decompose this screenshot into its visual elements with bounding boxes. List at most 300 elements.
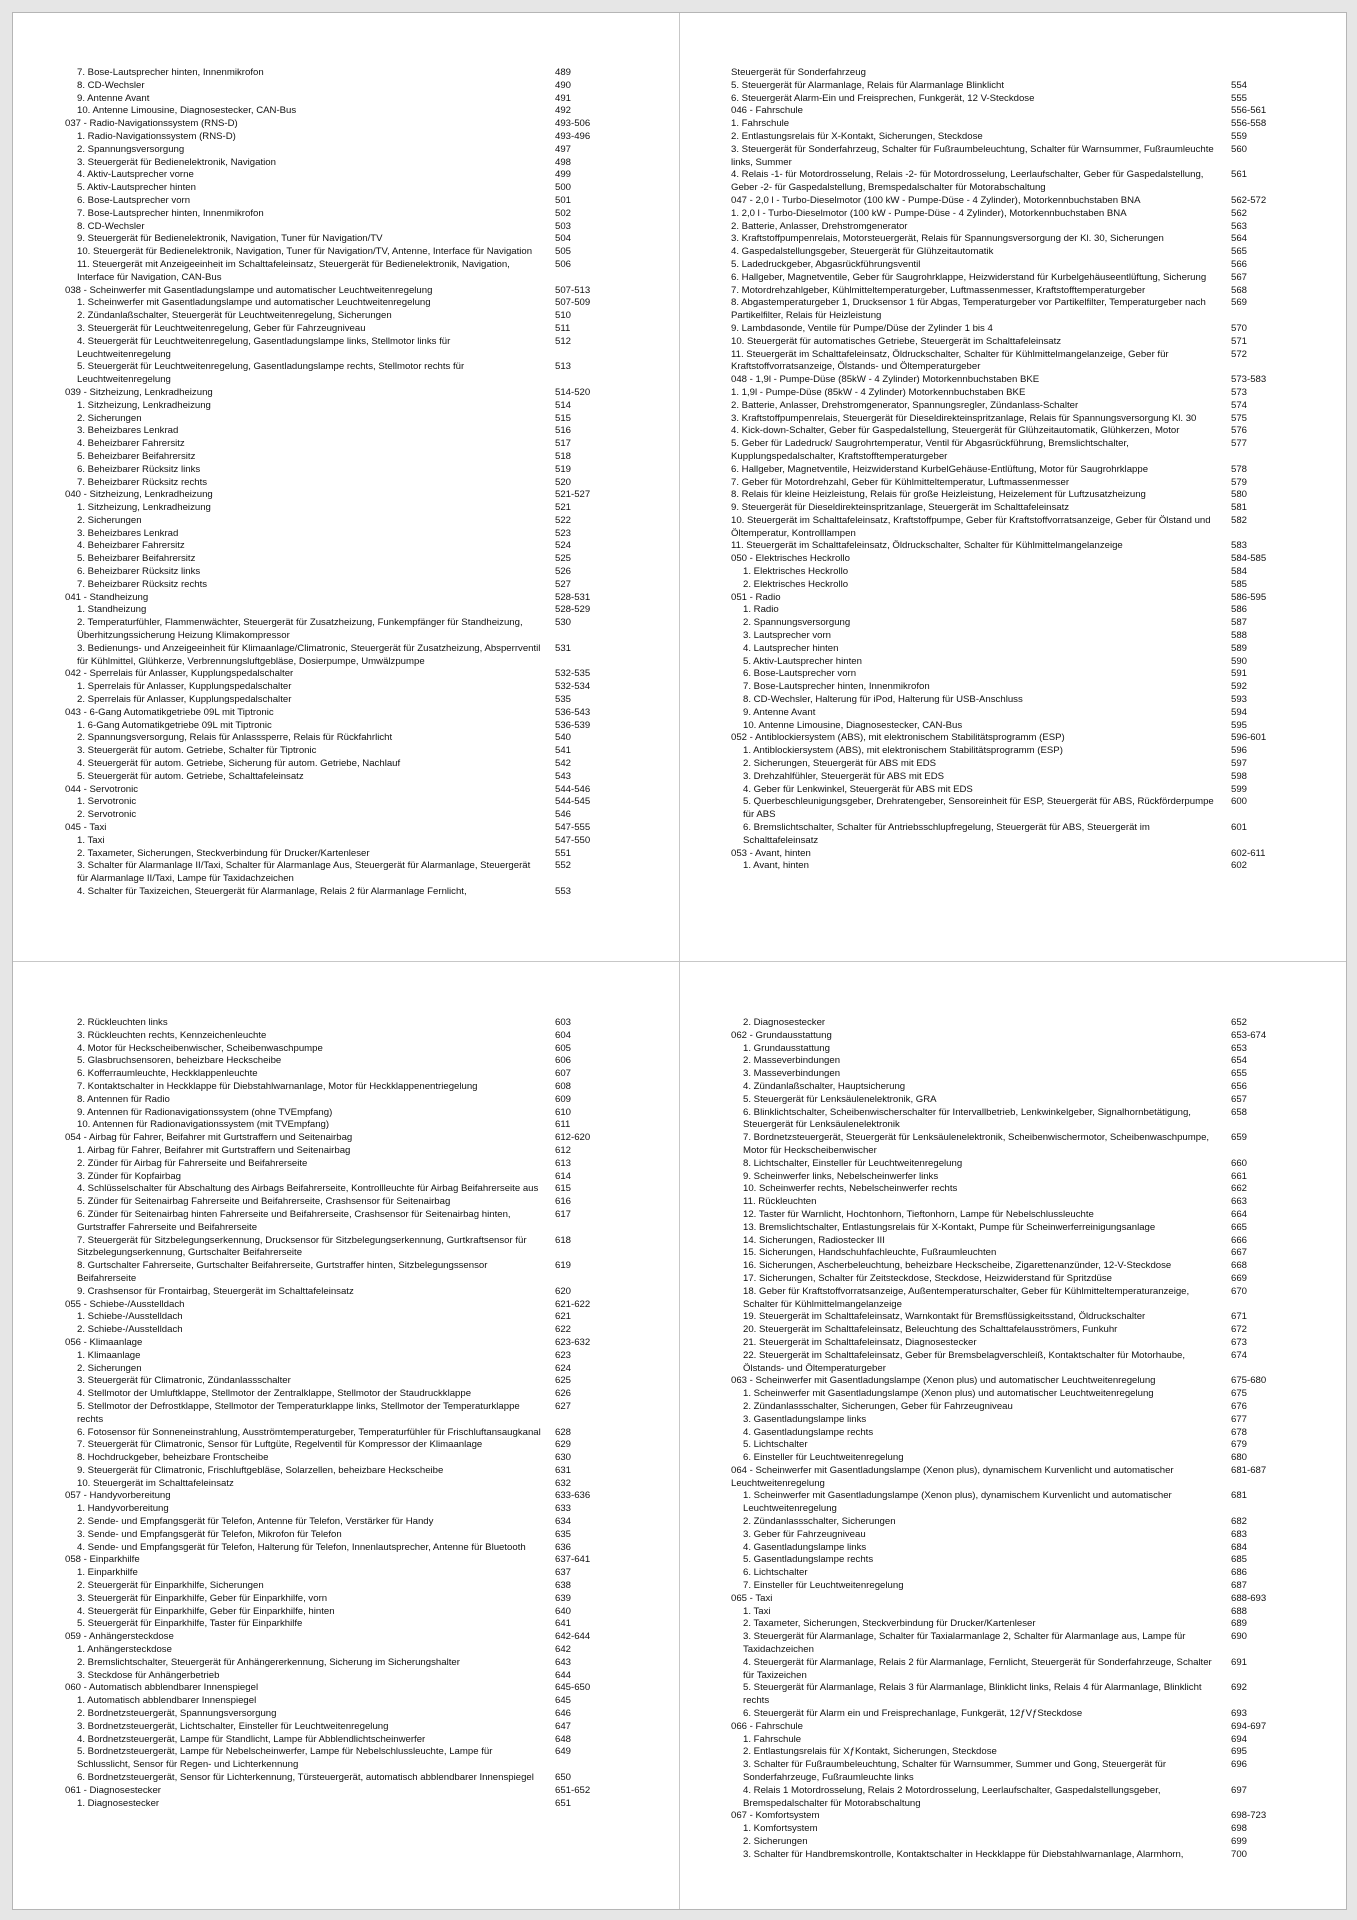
toc-subentry: [65, 796, 625, 809]
toc-page-number: 630: [555, 1452, 572, 1464]
toc-entry-title: 2. Taxameter, Sicherungen, Steckverbindung für Drucker/Kartenleser: [743, 1618, 1036, 1630]
toc-page-number: 681: [1231, 1490, 1248, 1502]
toc-page-number: 663: [1231, 1196, 1248, 1208]
toc-page-number: 528-531: [555, 591, 591, 603]
toc-page-number: 629: [555, 1439, 572, 1451]
toc-page-number: 653-674: [1231, 1029, 1267, 1041]
toc-subentry: [731, 1529, 1301, 1542]
toc-page-number: 490: [555, 79, 572, 91]
toc-entry-title: 4. Steuergerät für Leuchtweitenregelung, Gasentladungslampe links, Stellmotor links für Leuchtweitenregelung: [77, 335, 451, 360]
toc-entry-title: 2. Bordnetzsteuergerät, Spannungsversorgung: [77, 1708, 277, 1720]
toc-entry-title: 1. Sperrelais für Anlasser, Kupplungspedalschalter: [77, 681, 292, 693]
toc-subentry: [731, 1273, 1301, 1286]
toc-page-number: 660: [1231, 1157, 1248, 1169]
toc-page-number: 654: [1231, 1055, 1248, 1067]
toc-subentry: [65, 1311, 625, 1324]
toc-page-number: 536-543: [555, 706, 591, 718]
toc-subentry: [731, 1247, 1301, 1260]
toc-entry-title: 3. Steuergerät für Climatronic, Zündanlassschalter: [77, 1375, 291, 1387]
toc-subentry: [731, 1439, 1301, 1452]
toc-subentry: [65, 1452, 625, 1465]
toc-entry: [65, 784, 625, 797]
toc-entry-title: 4. Gasentladungslampe links: [743, 1541, 867, 1553]
toc-page-number: 623: [555, 1349, 572, 1361]
toc-subentry: [65, 323, 625, 336]
toc-page-number: 635: [555, 1528, 572, 1540]
toc-subentry: [65, 720, 625, 733]
toc-subentry: [65, 1746, 625, 1772]
toc-subentry: [731, 1286, 1301, 1312]
toc-page-number: 613: [555, 1157, 572, 1169]
toc-entry: [731, 208, 1301, 221]
toc-page-number: 616: [555, 1196, 572, 1208]
toc-page-number: 559: [1231, 130, 1248, 142]
toc-page-number: 544-546: [555, 783, 591, 795]
toc-subentry: [731, 1759, 1301, 1785]
toc-page-number: 518: [555, 450, 572, 462]
toc-entry-title: 2. Steuergerät für Einparkhilfe, Sicherungen: [77, 1580, 264, 1592]
toc-subentry: [65, 643, 625, 669]
toc-entry-title: 8. Antennen für Radio: [77, 1093, 170, 1105]
toc-entry-title: 5. Geber für Ladedruck/ Saugrohrtemperatur, Ventil für Abgasrückführung, Bremslichtschalter, Kupplungspedalschalter, Kraftstofftemperaturgeber: [731, 438, 1129, 462]
toc-subentry: [731, 758, 1301, 771]
toc-entry-title: 066 - Fahrschule: [731, 1720, 803, 1732]
toc-page-number: 522: [555, 514, 572, 526]
toc-entry-title: 4. Bordnetzsteuergerät, Lampe für Standlicht, Lampe für Abblendlichtscheinwerfer: [77, 1733, 426, 1745]
toc-page-number: 688: [1231, 1605, 1248, 1617]
horizontal-divider: [13, 961, 1346, 962]
toc-subentry: [65, 246, 625, 259]
toc-subentry: [731, 1222, 1301, 1235]
toc-entry-title: 22. Steuergerät im Schalttafeleinsatz, Geber für Bremsbelagverschleiß, Kontaktschalter für Motorhaube, Ölstands- und Öltemperaturgeber: [743, 1349, 1186, 1374]
toc-subentry: [65, 182, 625, 195]
toc-subentry: [731, 707, 1301, 720]
toc-entry-title: 7. Kontaktschalter in Heckklappe für Diebstahlwarnanlage, Motor für Heckklappenentriegelung: [77, 1080, 478, 1092]
toc-entry-title: 3. Rückleuchten rechts, Kennzeichenleuchte: [77, 1029, 267, 1041]
toc-entry-title: 2. Spannungsversorgung: [77, 143, 185, 155]
toc-entry: [65, 285, 625, 298]
toc-subentry: [65, 1017, 625, 1030]
toc-entry-title: 058 - Einparkhilfe: [65, 1554, 140, 1566]
toc-subentry: [731, 1708, 1301, 1721]
toc-page-number: 698: [1231, 1823, 1248, 1835]
toc-subentry: [65, 1542, 625, 1555]
toc-entry-title: 2. Rückleuchten links: [77, 1017, 168, 1028]
toc-subentry: [731, 1158, 1301, 1171]
toc-entry: [731, 1810, 1301, 1823]
toc-entry-title: 6. Hallgeber, Magnetventile, Geber für Saugrohrklappe, Heizwiderstand für Kurbelgehäuseentlüftung, Sicherung: [731, 271, 1207, 283]
toc-subentry: [65, 1593, 625, 1606]
toc-subentry: [731, 1337, 1301, 1350]
toc-entry-title: 5. Steuergerät für Lenksäulenelektronik, GRA: [743, 1093, 937, 1105]
toc-page-number: 668: [1231, 1260, 1248, 1272]
toc-entry-title: 1. Fahrschule: [743, 1733, 802, 1745]
toc-entry-title: 2. Sperrelais für Anlasser, Kupplungspedalschalter: [77, 694, 292, 706]
toc-entry-title: 2. Sicherungen, Steuergerät für ABS mit EDS: [743, 758, 937, 770]
toc-entry-title: 1. Airbag für Fahrer, Beifahrer mit Gurtstraffern und Seitenairbag: [77, 1144, 351, 1156]
toc-page-number: 501: [555, 194, 572, 206]
toc-subentry: [731, 617, 1301, 630]
toc-entry-title: 4. Gasentladungslampe rechts: [743, 1426, 874, 1438]
toc-entry-title: 3. Geber für Fahrzeugniveau: [743, 1528, 866, 1540]
toc-page-number: 694-697: [1231, 1720, 1267, 1732]
toc-subentry: [65, 1196, 625, 1209]
toc-entry-title: 2. Zünder für Airbag für Fahrerseite und Beifahrerseite: [77, 1157, 308, 1169]
toc-subentry: [731, 630, 1301, 643]
toc-entry: [731, 413, 1301, 426]
toc-entry-title: 10. Antenne Limousine, Diagnosestecker, CAN-Bus: [743, 719, 963, 731]
toc-entry-title: 4. Kick-down-Schalter, Geber für Gaspedalstellung, Steuergerät für Glühzeitautomatik, Glühkerzen, Motor: [731, 425, 1180, 437]
toc-entry: [731, 80, 1301, 93]
toc-entry-title: 061 - Diagnosestecker: [65, 1784, 161, 1796]
toc-page-number: 610: [555, 1106, 572, 1118]
toc-entry-title: 5. Steuergerät für autom. Getriebe, Schalttafeleinsatz: [77, 770, 304, 782]
toc-entry-title: 4. Zündanlaßschalter, Hauptsicherung: [743, 1080, 906, 1092]
toc-subentry: [65, 336, 625, 362]
toc-page-number: 690: [1231, 1631, 1248, 1643]
toc-subentry: [731, 643, 1301, 656]
toc-page-number: 578: [1231, 463, 1248, 475]
toc-entry-title: 1. 6-Gang Automatikgetriebe 09L mit Tiptronic: [77, 719, 272, 731]
toc-entry-title: 7. Bose-Lautsprecher hinten, Innenmikrofon: [743, 681, 930, 693]
toc-page-number: 582: [1231, 514, 1248, 526]
toc-subentry: [731, 1414, 1301, 1427]
toc-subentry: [65, 1644, 625, 1657]
toc-entry-title: 9. Lambdasonde, Ventile für Pumpe/Düse der Zylinder 1 bis 4: [731, 322, 993, 334]
toc-subentry: [65, 80, 625, 93]
toc-entry: [731, 1030, 1301, 1043]
toc-page-number: 576: [1231, 425, 1248, 437]
toc-entry: [731, 233, 1301, 246]
toc-entry: [65, 707, 625, 720]
toc-entry-title: 5. Stellmotor der Defrostklappe, Stellmotor der Temperaturklappe links, Stellmotor der Temperaturklappe rechts: [77, 1400, 520, 1425]
toc-entry: [731, 553, 1301, 566]
toc-subentry: [731, 1094, 1301, 1107]
toc-entry-title: 038 - Scheinwerfer mit Gasentladungslampe und automatischer Leuchtweitenregelung: [65, 284, 433, 296]
toc-subentry: [731, 1107, 1301, 1133]
toc-page-number: 517: [555, 438, 572, 450]
toc-entry-title: 6. Lichtschalter: [743, 1567, 808, 1579]
toc-page-number: 609: [555, 1093, 572, 1105]
toc-entry-title: 8. Abgastemperaturgeber 1, Drucksensor 1 für Abgas, Temperaturgeber vor Partikelfilter, Temperaturgeber nach Partikelfilter, Relais für Heizleistung: [731, 297, 1206, 322]
toc-entry: [731, 131, 1301, 144]
toc-subentry: [65, 1772, 625, 1785]
toc-page-number: 512: [555, 335, 572, 347]
page-bottom-right: [731, 1017, 1301, 1887]
toc-subentry: [731, 1682, 1301, 1708]
toc-page-number: 674: [1231, 1349, 1248, 1361]
toc-entry-title: 037 - Radio-Navigationssystem (RNS-D): [65, 118, 238, 130]
toc-entry-title: 042 - Sperrelais für Anlasser, Kupplungspedalschalter: [65, 668, 294, 680]
toc-subentry: [65, 1324, 625, 1337]
toc-entry-title: 2. Sicherungen: [743, 1836, 808, 1847]
toc-subentry: [65, 1708, 625, 1721]
toc-page-number: 682: [1231, 1516, 1248, 1528]
toc-entry-title: 2. Sicherungen: [77, 514, 142, 526]
toc-subentry: [731, 1836, 1301, 1849]
toc-entry-title: 6. Hallgeber, Magnetventile, Heizwiderstand KurbelGehäuse-Entlüftung, Motor für Saugrohrklappe: [731, 463, 1149, 475]
toc-page-number: 493-496: [555, 130, 591, 142]
toc-entry-title: 059 - Anhängersteckdose: [65, 1631, 174, 1643]
toc-page-number: 680: [1231, 1452, 1248, 1464]
toc-page-number: 561: [1231, 169, 1248, 181]
toc-entry: [65, 489, 625, 502]
toc-page-number: 653: [1231, 1042, 1248, 1054]
toc-entry-title: 3. Schalter für Handbremskontrolle, Kontaktschalter in Heckklappe für Diebstahlwarnanlage, Alarmhorn,: [743, 1848, 1184, 1860]
toc-subentry: [65, 886, 625, 899]
toc-page-number: 602: [1231, 860, 1248, 872]
toc-page-number: 607: [555, 1068, 572, 1080]
toc-entry-title: 3. Steuergerät für Alarmanlage, Schalter für Taxialarmanlage 2, Schalter für Alarmanlage aus, Lampe für Taxidachzeichen: [743, 1631, 1186, 1656]
toc-page-number: 519: [555, 463, 572, 475]
toc-entry: [65, 1490, 625, 1503]
toc-entry-title: 048 - 1,9l - Pumpe-Düse (85kW - 4 Zylinder) Motorkennbuchstaben BKE: [731, 374, 1040, 386]
toc-page-number: 673: [1231, 1336, 1248, 1348]
toc-entry-title: 3. Steuergerät für autom. Getriebe, Schalter für Tiptronic: [77, 745, 317, 757]
toc-page-number: 584: [1231, 566, 1248, 578]
toc-page-number: 619: [555, 1260, 572, 1272]
toc-subentry: [65, 310, 625, 323]
toc-subentry: [65, 515, 625, 528]
toc-subentry: [65, 425, 625, 438]
toc-entry-title: 039 - Sitzheizung, Lenkradheizung: [65, 386, 213, 398]
toc-subentry: [65, 1670, 625, 1683]
toc-page-number: 583: [1231, 540, 1248, 552]
toc-entry: [731, 105, 1301, 118]
toc-page-number: 516: [555, 425, 572, 437]
toc-subentry: [65, 1529, 625, 1542]
toc-entry-title: 7. Geber für Motordrehzahl, Geber für Kühlmitteltemperatur, Luftmassenmesser: [731, 476, 1070, 488]
toc-entry: [65, 118, 625, 131]
toc-page-number: 499: [555, 169, 572, 181]
toc-subentry: [65, 758, 625, 771]
toc-subentry: [731, 1823, 1301, 1836]
toc-entry: [65, 1299, 625, 1312]
toc-page-number: 698-723: [1231, 1810, 1267, 1822]
toc-entry-title: 064 - Scheinwerfer mit Gasentladungslampe (Xenon plus), dynamischem Kurvenlicht und automatischer Leuchtweitenregelung: [731, 1464, 1174, 1489]
toc-page-number: 531: [555, 642, 572, 654]
toc-entry-title: 2. Zündanlassschalter, Sicherungen, Geber für Fahrzeugniveau: [743, 1400, 1013, 1412]
toc-entry: [65, 1337, 625, 1350]
toc-entry-title: 2. Spannungsversorgung: [743, 617, 851, 629]
toc-page-number: 551: [555, 847, 572, 859]
toc-entry-title: 2. Entlastungsrelais für X-Kontakt, Sicherungen, Steckdose: [731, 130, 983, 142]
toc-page-number: 580: [1231, 489, 1248, 501]
toc-entry-title: 1. Avant, hinten: [743, 860, 809, 872]
toc-page-number: 608: [555, 1080, 572, 1092]
toc-subentry: [731, 1311, 1301, 1324]
toc-entry-title: 19. Steuergerät im Schalttafeleinsatz, Warnkontakt für Bremsflüssigkeitsstand, Öldruckschalter: [743, 1311, 1146, 1323]
toc-subentry: [731, 668, 1301, 681]
toc-entry-title: 3. Kraftstoffpumpenrelais, Steuergerät für Dieseldirekteinspritzanlage, Relais für Spannungsversorgung Kl. 30: [731, 412, 1197, 424]
toc-page-number: 636: [555, 1541, 572, 1553]
toc-entry-title: 055 - Schiebe-/Ausstelldach: [65, 1298, 185, 1310]
toc-page-number: 527: [555, 578, 572, 590]
toc-page-number: 649: [555, 1746, 572, 1758]
toc-subentry: [65, 809, 625, 822]
toc-entry-title: 3. Schalter für Alarmanlage II/Taxi, Schalter für Alarmanlage Aus, Steuergerät für Alarmanlage, Steuergerät für Alarmanlage II/Taxi, Lampe für Taxidachzeichen: [77, 860, 531, 885]
toc-page-number: 679: [1231, 1439, 1248, 1451]
toc-page-number: 493-506: [555, 118, 591, 130]
toc-entry-title: 4. Stellmotor der Umluftklappe, Stellmotor der Zentralklappe, Stellmotor der Staudruckklappe: [77, 1388, 472, 1400]
toc-subentry: [731, 860, 1301, 873]
toc-entry: [731, 169, 1301, 195]
toc-page-number: 573-583: [1231, 374, 1267, 386]
toc-page-number: 651: [555, 1797, 572, 1809]
toc-page-number: 695: [1231, 1746, 1248, 1758]
toc-subentry: [731, 1196, 1301, 1209]
toc-page-number: 655: [1231, 1068, 1248, 1080]
toc-entry-title: 4. Schalter für Taxizeichen, Steuergerät für Alarmanlage, Relais 2 für Alarmanlage Fernlicht,: [77, 886, 467, 897]
toc-subentry: [65, 502, 625, 515]
toc-subentry: [65, 169, 625, 182]
toc-page-number: 562-572: [1231, 194, 1267, 206]
toc-page-number: 633-636: [555, 1490, 591, 1502]
toc-entry-title: 16. Sicherungen, Ascherbeleuchtung, beheizbare Heckscheibe, Zigarettenanzünder, 12-V-Steckdose: [743, 1260, 1172, 1272]
toc-subentry: [65, 105, 625, 118]
toc-page-number: 556-558: [1231, 118, 1267, 130]
toc-entry-title: 3. Beheizbares Lenkrad: [77, 425, 179, 437]
toc-subentry: [731, 1043, 1301, 1056]
toc-subentry: [65, 1094, 625, 1107]
toc-page-number: 588: [1231, 630, 1248, 642]
toc-entry-title: 10. Steuergerät im Schalttafeleinsatz, Kraftstoffpumpe, Geber für Kraftstoffvorratsanzeige, Geber für Ölstand und Öltemperatur, Kontrolllampen: [731, 514, 1211, 539]
toc-subentry: [65, 1055, 625, 1068]
toc-subentry: [65, 681, 625, 694]
toc-page-number: 631: [555, 1464, 572, 1476]
toc-subentry: [65, 413, 625, 426]
toc-entry-title: 1. Standheizung: [77, 604, 147, 616]
toc-entry-title: 043 - 6-Gang Automatikgetriebe 09L mit Tiptronic: [65, 706, 274, 718]
toc-entry-title: 2. Zündanlaßschalter, Steuergerät für Leuchtweitenregelung, Sicherungen: [77, 310, 392, 322]
toc-page-number: 691: [1231, 1656, 1248, 1668]
toc-entry-title: 7. Motordrehzahlgeber, Kühlmitteltemperaturgeber, Luftmassenmesser, Kraftstofftemperaturgeber: [731, 284, 1146, 296]
toc-subentry: [731, 1171, 1301, 1184]
toc-subentry: [65, 233, 625, 246]
toc-entry-title: 053 - Avant, hinten: [731, 847, 811, 859]
toc-subentry: [65, 579, 625, 592]
toc-subentry: [65, 1580, 625, 1593]
toc-entry-title: 046 - Fahrschule: [731, 105, 803, 117]
page-bottom-left: [65, 1017, 625, 1887]
toc-subentry: [65, 144, 625, 157]
toc-entry-title: 4. Steuergerät für Einparkhilfe, Geber für Einparkhilfe, hinten: [77, 1605, 335, 1617]
toc-entry-title: 5. Lichtschalter: [743, 1439, 808, 1451]
toc-subentry: [65, 1465, 625, 1478]
toc-entry: [65, 1132, 625, 1145]
toc-entry-title: 4. Gaspedalstellungsgeber, Steuergerät für Glühzeitautomatik: [731, 246, 994, 258]
toc-subentry: [731, 1542, 1301, 1555]
toc-page-number: 659: [1231, 1132, 1248, 1144]
toc-page-number: 574: [1231, 399, 1248, 411]
toc-subentry: [65, 540, 625, 553]
toc-entry-title: 4. Motor für Heckscheibenwischer, Scheibenwaschpumpe: [77, 1042, 323, 1054]
toc-entry-title: 9. Steuergerät für Dieseldirekteinspritzanlage, Steuergerät im Schalttafeleinsatz: [731, 502, 1070, 514]
toc-entry-title: 5. Ladedruckgeber, Abgasrückführungsventil: [731, 258, 921, 270]
toc-page-number: 684: [1231, 1541, 1248, 1553]
toc-entry-title: 1. Antiblockiersystem (ABS), mit elektronischem Stabilitätsprogramm (ESP): [743, 745, 1063, 757]
toc-entry-title: 10. Antenne Limousine, Diagnosestecker, CAN-Bus: [77, 105, 297, 117]
toc-page-number: 505: [555, 246, 572, 258]
toc-entry-title: 1. Handyvorbereitung: [77, 1503, 169, 1515]
toc-subentry: [731, 1260, 1301, 1273]
toc-page-number: 675-680: [1231, 1375, 1267, 1387]
toc-entry: [731, 93, 1301, 106]
toc-subentry: [731, 1401, 1301, 1414]
toc-entry: [731, 489, 1301, 502]
toc-subentry: [65, 604, 625, 617]
toc-page-number: 541: [555, 745, 572, 757]
toc-page-number: 667: [1231, 1247, 1248, 1259]
toc-subentry: [65, 553, 625, 566]
toc-entry: [731, 1721, 1301, 1734]
toc-entry-title: 17. Sicherungen, Schalter für Zeitsteckdose, Steckdose, Heizwiderstand für Spritzdüse: [743, 1272, 1113, 1284]
toc-page-number: 621: [555, 1311, 572, 1323]
toc-entry-title: 057 - Handyvorbereitung: [65, 1490, 171, 1502]
toc-page-number: 623-632: [555, 1336, 591, 1348]
toc-entry-title: 15. Sicherungen, Handschuhfachleuchte, Fußraumleuchten: [743, 1247, 997, 1259]
toc-page-number: 555: [1231, 92, 1248, 104]
toc-page-number: 575: [1231, 412, 1248, 424]
toc-entry: [65, 1682, 625, 1695]
toc-page-number: 669: [1231, 1272, 1248, 1284]
toc-subentry: [65, 617, 625, 643]
toc-page-number: 647: [555, 1720, 572, 1732]
toc-subentry: [65, 297, 625, 310]
toc-entry-title: 3. Bedienungs- und Anzeigeeinheit für Klimaanlage/Climatronic, Steuergerät für Zusatzheizung, Absperrventil für Kühlmittel, Glühkerze, Verbrennungsluftgebläse, Dosierpumpe, Umwälzpumpe: [77, 642, 541, 667]
toc-entry-title: 6. Beheizbarer Rücksitz links: [77, 566, 201, 578]
toc-page-number: 589: [1231, 642, 1248, 654]
toc-subentry: [731, 566, 1301, 579]
toc-entry-title: 1. Automatisch abblendbarer Innenspiegel: [77, 1695, 257, 1707]
toc-entry-title: 2. Schiebe-/Ausstelldach: [77, 1324, 183, 1336]
toc-entry: [731, 1465, 1301, 1491]
toc-subentry: [65, 732, 625, 745]
toc-entry-title: 1. Elektrisches Heckrollo: [743, 566, 849, 578]
toc-page-number: 671: [1231, 1311, 1248, 1323]
toc-page-number: 507-513: [555, 284, 591, 296]
toc-page-number: 566: [1231, 258, 1248, 270]
toc-entry-title: 3. Masseverbindungen: [743, 1068, 841, 1080]
toc-page-number: 568: [1231, 284, 1248, 296]
toc-subentry: [65, 1171, 625, 1184]
toc-page-number: 601: [1231, 822, 1248, 834]
toc-subentry: [731, 720, 1301, 733]
toc-subentry: [65, 835, 625, 848]
toc-entry-title: 9. Antenne Avant: [77, 92, 150, 104]
toc-entry-title: 3. Steuergerät für Bedienelektronik, Navigation: [77, 156, 276, 168]
toc-page-number: 606: [555, 1055, 572, 1067]
toc-entry-title: 054 - Airbag für Fahrer, Beifahrer mit Gurtstraffern und Seitenairbag: [65, 1132, 353, 1144]
toc-page-number: 612-620: [555, 1132, 591, 1144]
toc-entry: [731, 118, 1301, 131]
toc-entry-title: 062 - Grundausstattung: [731, 1029, 832, 1041]
toc-entry-title: 8. CD-Wechsler: [77, 79, 145, 91]
toc-page-number: 553: [555, 886, 572, 897]
toc-entry-title: 11. Steuergerät im Schalttafeleinsatz, Öldruckschalter, Schalter für Kühlmittelmangelanzeige: [731, 540, 1123, 552]
toc-entry-title: 10. Steuergerät für Bedienelektronik, Navigation, Tuner für Navigation/TV, Antenne, Interface für Navigation: [77, 246, 533, 258]
toc-subentry: [731, 1567, 1301, 1580]
toc-entry-title: 8. CD-Wechsler, Halterung für iPod, Halterung für USB-Anschluss: [743, 694, 1023, 706]
toc-page-number: 577: [1231, 438, 1248, 450]
toc-page-number: 543: [555, 770, 572, 782]
toc-page-number: 666: [1231, 1234, 1248, 1246]
toc-subentry: [65, 1439, 625, 1452]
toc-entry-title: 1. Servotronic: [77, 796, 137, 808]
toc-subentry: [65, 259, 625, 285]
toc-entry-title: 9. Antenne Avant: [743, 706, 816, 718]
toc-page-number: 597: [1231, 758, 1248, 770]
